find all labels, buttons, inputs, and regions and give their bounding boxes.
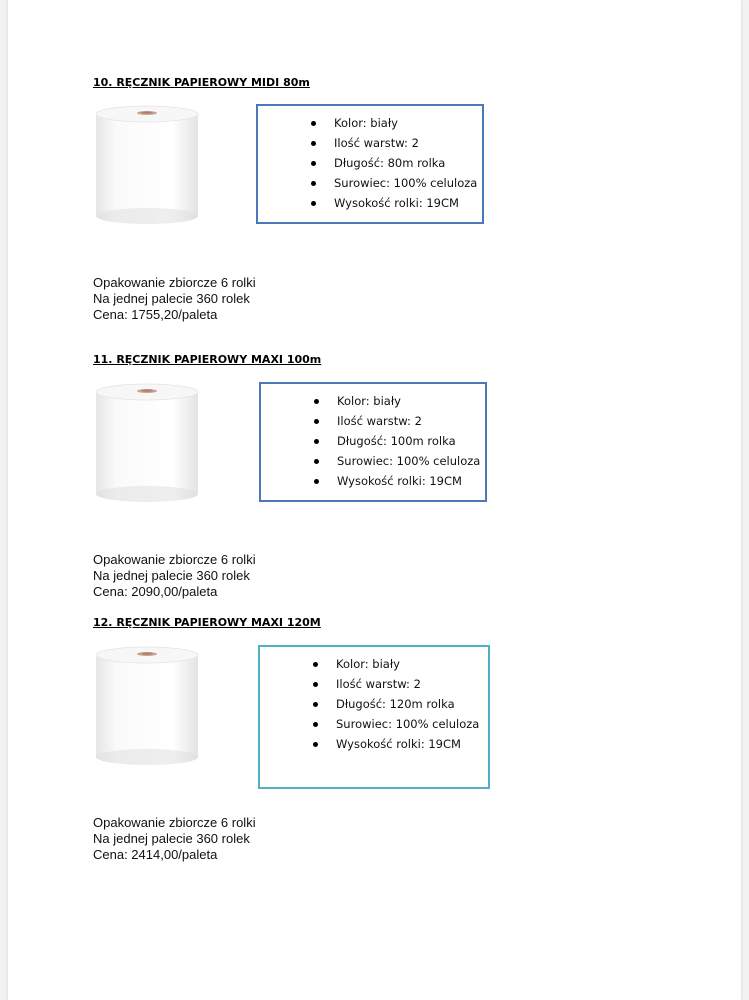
bullet-dot-icon bbox=[313, 662, 318, 667]
spec-box bbox=[259, 382, 487, 502]
product-heading: 10. RĘCZNIK PAPIEROWY MIDI 80m bbox=[93, 76, 310, 89]
pallet-line: Na jednej palecie 360 rolek bbox=[93, 291, 250, 306]
bullet-dot-icon bbox=[313, 702, 318, 707]
spec-item: Surowiec: 100% celuloza bbox=[260, 714, 488, 734]
document-page bbox=[8, 0, 741, 1000]
bullet-dot-icon bbox=[314, 439, 319, 444]
packaging-line: Opakowanie zbiorcze 6 rolki bbox=[93, 552, 256, 567]
packaging-line: Opakowanie zbiorcze 6 rolki bbox=[93, 815, 256, 830]
packaging-info bbox=[93, 275, 256, 323]
bullet-dot-icon bbox=[313, 722, 318, 727]
bullet-dot-icon bbox=[311, 161, 316, 166]
bullet-dot-icon bbox=[314, 459, 319, 464]
spec-list bbox=[260, 654, 488, 754]
packaging-line: Opakowanie zbiorcze 6 rolki bbox=[93, 275, 256, 290]
spec-box bbox=[256, 104, 484, 224]
product-heading: 12. RĘCZNIK PAPIEROWY MAXI 120M bbox=[93, 616, 321, 629]
bullet-dot-icon bbox=[311, 121, 316, 126]
spec-item: Surowiec: 100% celuloza bbox=[261, 451, 485, 471]
pallet-line: Na jednej palecie 360 rolek bbox=[93, 831, 250, 846]
packaging-info bbox=[93, 552, 256, 600]
spec-item: Ilość warstw: 2 bbox=[261, 411, 485, 431]
price-line: Cena: 1755,20/paleta bbox=[93, 307, 218, 322]
price-line: Cena: 2090,00/paleta bbox=[93, 584, 218, 599]
spec-box bbox=[258, 645, 490, 789]
spec-list bbox=[258, 113, 482, 213]
spec-item: Długość: 100m rolka bbox=[261, 431, 485, 451]
spec-item: Kolor: biały bbox=[261, 391, 485, 411]
spec-item: Kolor: biały bbox=[260, 654, 488, 674]
bullet-dot-icon bbox=[314, 479, 319, 484]
bullet-dot-icon bbox=[314, 399, 319, 404]
spec-item: Długość: 80m rolka bbox=[258, 153, 482, 173]
spec-item: Wysokość rolki: 19CM bbox=[260, 734, 488, 754]
product-heading: 11. RĘCZNIK PAPIEROWY MAXI 100m bbox=[93, 353, 322, 366]
spec-item: Długość: 120m rolka bbox=[260, 694, 488, 714]
bullet-dot-icon bbox=[314, 419, 319, 424]
packaging-info bbox=[93, 815, 256, 863]
bullet-dot-icon bbox=[313, 682, 318, 687]
pallet-line: Na jednej palecie 360 rolek bbox=[93, 568, 250, 583]
spec-list bbox=[261, 391, 485, 491]
spec-item: Wysokość rolki: 19CM bbox=[261, 471, 485, 491]
paper-towel-roll-image bbox=[94, 104, 200, 226]
spec-item: Ilość warstw: 2 bbox=[258, 133, 482, 153]
bullet-dot-icon bbox=[311, 201, 316, 206]
paper-towel-roll-image bbox=[94, 382, 200, 504]
spec-item: Kolor: biały bbox=[258, 113, 482, 133]
paper-towel-roll-image bbox=[94, 645, 200, 767]
spec-item: Ilość warstw: 2 bbox=[260, 674, 488, 694]
bullet-dot-icon bbox=[311, 141, 316, 146]
bullet-dot-icon bbox=[311, 181, 316, 186]
spec-item: Wysokość rolki: 19CM bbox=[258, 193, 482, 213]
price-line: Cena: 2414,00/paleta bbox=[93, 847, 218, 862]
bullet-dot-icon bbox=[313, 742, 318, 747]
spec-item: Surowiec: 100% celuloza bbox=[258, 173, 482, 193]
